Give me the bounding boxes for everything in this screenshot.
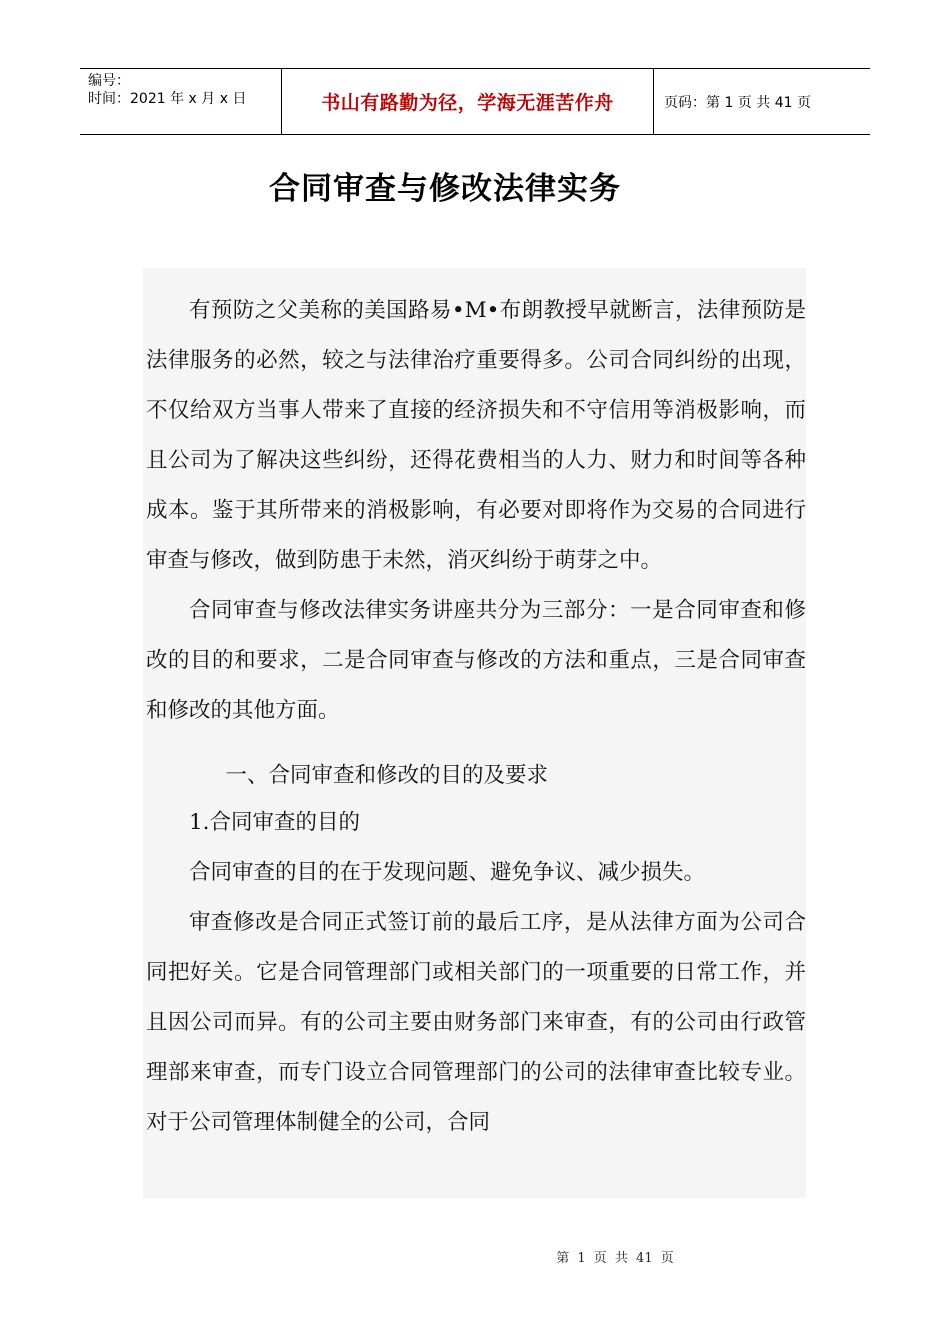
body-paragraph: 审查修改是合同正式签订前的最后工序，是从法律方面为公司合同把好关。它是合同管理部门或相关部门的一项重要的日常工作，并且因公司而异。有的公司主要由财务部门来审查，有的公司由行政管理部来审查，而专门设立合同管理部门的公司的法律审查比较专业。对于公司管理体制健全的公司，合同 [146,910,806,1135]
page-footer: 第 1 页 共 41 页 [556,1251,674,1266]
document-body [143,268,806,1198]
page-header [80,68,870,135]
intro-paragraph: 有预防之父美称的美国路易•M•布朗教授早就断言，法律预防是法律服务的必然，较之与法律治疗重要得多。公司合同纠纷的出现，不仅给双方当事人带来了直接的经济损失和不守信用等消极影响，而且公司为了解决这些纠纷，还得花费相当的人力、财力和时间等各种成本。鉴于其所带来的消极影响，有必要对即将作为交易的合同进行审查与修改，做到防患于未然，消灭纠纷于萌芽之中。 [146,298,806,573]
subsection-heading: 1.合同审查的目的 [189,810,361,835]
header-motto: 书山有路勤为径，学海无涯苦作舟 [282,69,654,134]
document-date-label: 时间：2021 年 x 月 x 日 [88,91,247,107]
header-page-label: 页码：第 1 页 共 41 页 [664,94,811,111]
document-number-label: 编号： [88,73,130,89]
header-meta [80,69,282,134]
outline-paragraph: 合同审查与修改法律实务讲座共分为三部分：一是合同审查和修改的目的和要求，二是合同审查与修改的方法和重点，三是合同审查和修改的其他方面。 [146,598,806,723]
body-paragraph: 合同审查的目的在于发现问题、避免争议、减少损失。 [189,860,706,885]
section-heading: 一、合同审查和修改的目的及要求 [225,763,549,788]
document-title: 合同审查与修改法律实务 [269,171,621,207]
